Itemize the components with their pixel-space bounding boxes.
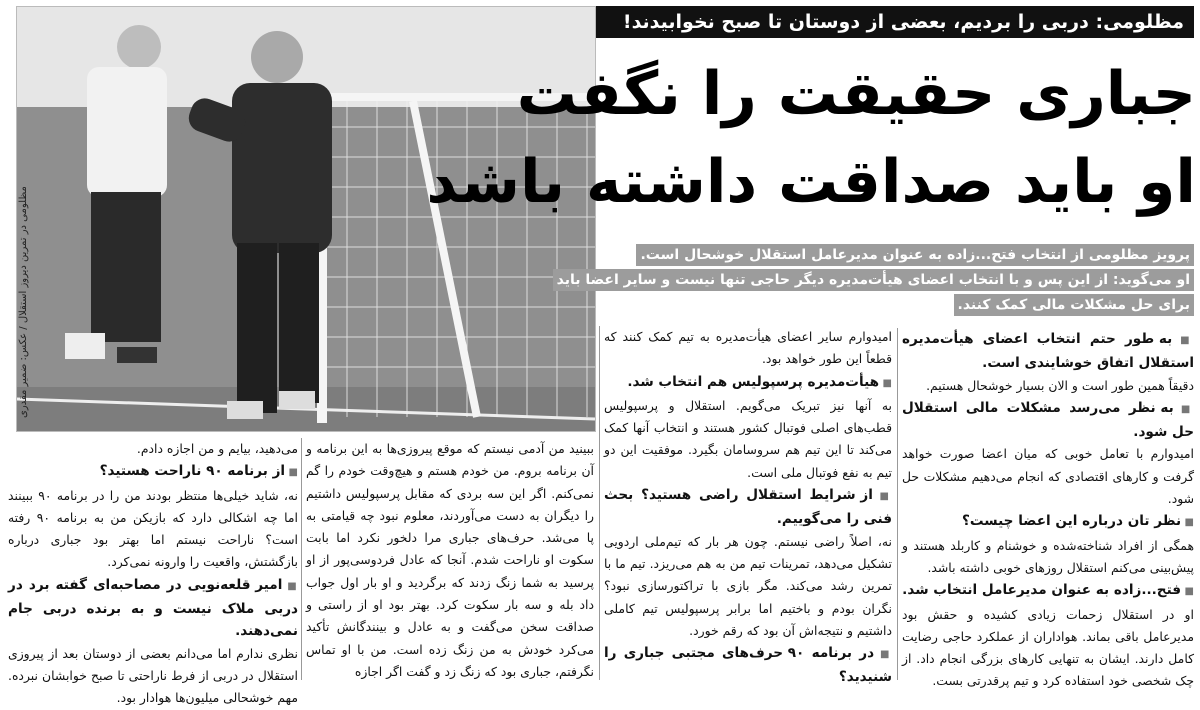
answer: همگی از افراد شناخته‌شده و خوشنام و کاربلد هستند و پیش‌بینی می‌کنم استقلال روزهای خوبی داشته باشد. [902,537,1194,575]
answer: به آنها نیز تبریک می‌گویم. استقلال و پرسپولیس قطب‌های اصلی فوتبال کشور هستند و انتخاب آنها کمک می‌کند تا این تیم هم سروسامان بگیرد. موفقیت این دو تیم به نفع فوتبال ملی است. [604,397,892,480]
photo-caption: مظلومی در تمرین دیروز استقلال / عکس: ضمیر مقدری [18,186,29,418]
headline-line-1: جباری حقیقت را نگفت [516,59,1196,129]
column-divider [301,438,302,680]
column-divider [599,326,600,680]
kicker-bar: مظلومی: دربی را بردیم، بعضی از دوستان تا صبح نخوابیدند! [596,6,1194,38]
article-column-2 [604,326,892,686]
question: ■ هیأت‌مدیره پرسپولیس هم انتخاب شد. [604,371,892,395]
answer: ببینید من آدمی نیستم که موقع پیروزی‌ها به این برنامه و آن برنامه بروم. من خودم هستم و هیچ‌وقت خودم را گم نمی‌کنم. اگر این سه بردی که مقابل پرسپولیس داشتیم را دیگران به دست می‌آوردند، معلوم نبود چه قیامتی به پا می‌شد. حرف‌های جباری مرا دلخور نکرد اما بابت سکوت او ناراحت شدم. آنجا که عادل فردوسی‌پور از او پرسید به شما زنگ زدند که برگردید و او بار اول جواب داد بله و سه بار سکوت کرد. بهتر بود او از راستی و صداقت سخن می‌گفت و به عادل و بینندگانش تأکید می‌کرد خودش به من زنگ زده است. من با او تماس نگرفتم، جباری بود که زنگ زد و گفت اگر اجازه [306,441,594,679]
question: ■ امیر قلعه‌نویی در مصاحبه‌ای گفته برد در دربی ملاک نیست و به برنده دربی جام نمی‌دهند. [8,574,298,643]
article-column-4 [8,438,298,706]
question: ■ به طور حتم انتخاب اعضای هیأت‌مدیره استقلال اتفاق خوشایندی است. [902,328,1194,375]
answer: نظری ندارم اما می‌دانم بعضی از دوستان بعد از پیروزی استقلال در دربی از فرط ناراحتی تا صبح خوابشان نبرده. مهم خوشحالی میلیون‌ها هوادار بود. [8,645,298,706]
question: ■ از برنامه ۹۰ ناراحت هستید؟ [8,460,298,484]
question: ■ فتح...زاده به عنوان مدیرعامل انتخاب شد. [902,579,1194,603]
question: ■ در برنامه ۹۰ حرف‌های مجتبی جباری را شنیدید؟ [604,642,892,689]
answer: نه، اصلاً راضی نیستم. چون هر بار که تیم‌ملی اردویی تشکیل می‌دهد، تمرینات تیم من به هم می‌ریزد. تیم ما با تمرین رشد می‌کند. مگر بازی با تراکتورسازی نبود؟ نگران بودم و باختیم اما برابر پرسپولیس تیم کاملی داشتیم و نتیجه‌اش آن بود که رقم خورد. [604,533,892,638]
question: ■ از شرایط استقلال راضی هستید؟ بحث فنی را می‌گوییم. [604,484,892,531]
lead-line-1: پرویز مظلومی از انتخاب فتح...زاده به عنوان مدیرعامل استقلال خوشحال است. [636,244,1194,266]
lead-line-3: برای حل مشکلات مالی کمک کنند. [954,294,1195,316]
headline [426,50,1196,226]
answer: نه، شاید خیلی‌ها منتظر بودند من را در برنامه ۹۰ ببینند اما چه اشکالی دارد که بازیکن من به برنامه ۹۰ رفته است؟ ناراحت نیستم اما بهتر بود جباری درباره بازگشتش، واقعیت را وارونه نمی‌کرد. [8,487,298,570]
question: ■ نظر تان درباره این اعضا چیست؟ [902,510,1194,534]
question: ■ به نظر می‌رسد مشکلات مالی استقلال حل شود. [902,397,1194,444]
answer: می‌دهید، بیایم و من اجازه دادم. [136,441,298,456]
article-column-1 [902,328,1194,689]
column-divider [897,328,898,680]
answer: امیدوارم سایر اعضای هیأت‌مدیره به تیم کمک کنند که قطعاً این طور خواهد بود. [604,329,892,367]
article-column-3 [306,438,594,682]
lead-paragraph [556,244,1194,319]
answer: دقیقاً همین طور است و الان بسیار خوشحال هستیم. [926,377,1194,393]
lead-line-2: او می‌گوید: از این پس و با انتخاب اعضای هیأت‌مدیره دیگر حاجی تنها نیست و سایر اعضا باید [553,269,1194,291]
answer: او در استقلال زحمات زیادی کشیده و حقش بود مدیرعامل باقی بماند. هواداران از عملکرد حاجی رضایت کامل دارند. ایشان به تنهایی کارهای بزرگی انجام داد. از چک شخصی خود استفاده کرد و تیم پرقدرتی بست. [902,606,1194,689]
answer: امیدوارم با تعامل خوبی که میان اعضا صورت خواهد گرفت و کارهای اقتصادی که انجام می‌دهیم مشکلات حل شود. [902,446,1194,507]
headline-line-2: او باید صداقت داشته باشد [426,147,1196,217]
